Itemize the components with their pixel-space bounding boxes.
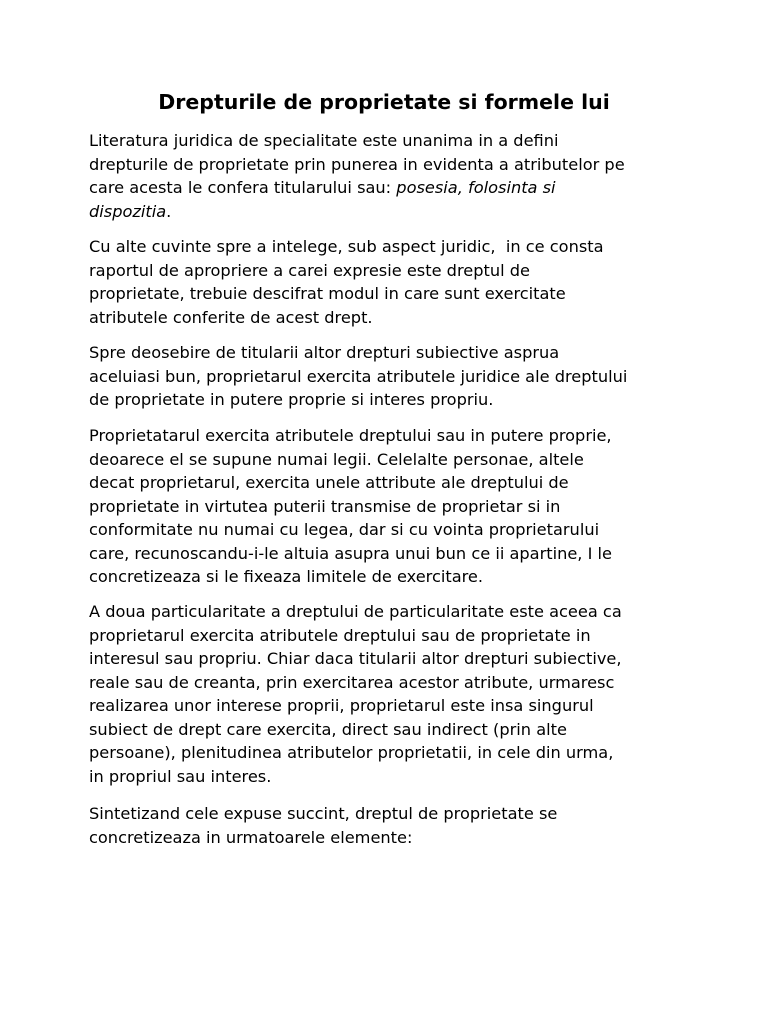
paragraph-4 <box>89 424 709 589</box>
paragraph-line: raportul de apropriere a carei expresie este dreptul de <box>89 260 530 280</box>
paragraph-6 <box>89 802 709 849</box>
paragraph-line: Literatura juridica de specialitate este unanima in a defini <box>89 131 559 150</box>
paragraph-line: proprietate in virtutea puterii transmise de proprietar si in <box>89 496 561 516</box>
paragraph-3 <box>89 341 709 412</box>
paragraph-line: Spre deosebire de titularii altor drepturi subiective asprua <box>89 343 560 362</box>
paragraph-line: reale sau de creanta, prin exercitarea acestor atribute, urmaresc <box>89 672 615 692</box>
paragraph-line: realizarea unor interese proprii, proprietarul este insa singurul <box>89 696 594 715</box>
paragraph-line: subiect de drept care exercita, direct sau indirect (prin alte <box>89 719 567 739</box>
paragraph-line: interesul sau propriu. Chiar daca titularii altor drepturi subiective, <box>89 649 622 668</box>
paragraph-line: Proprietatarul exercita atributele dreptului sau in putere proprie, <box>89 426 612 445</box>
paragraph-text: care acesta le confera titularului sau: <box>89 178 397 197</box>
paragraph-line: decat proprietarul, exercita unele attribute ale dreptului de <box>89 473 569 492</box>
paragraph-line <box>89 200 709 224</box>
paragraph-2 <box>89 235 709 329</box>
paragraph-line: Sintetizand cele expuse succint, dreptul de proprietate se <box>89 804 558 823</box>
paragraph-line: atributele conferite de acest drept. <box>89 307 373 327</box>
italic-term: posesia, folosinta si <box>396 178 556 197</box>
italic-term: dispozitia <box>89 201 167 221</box>
paragraph-line: proprietate, trebuie descifrat modul in care sunt exercitate <box>89 284 566 303</box>
paragraph-line: Cu alte cuvinte spre a intelege, sub aspect juridic, in ce consta <box>89 237 604 256</box>
paragraph-line: concretizeaza in urmatoarele elemente: <box>89 827 413 847</box>
paragraph-line: de proprietate in putere proprie si interes propriu. <box>89 390 494 409</box>
paragraph-line: drepturile de proprietate prin punerea in evidenta a atributelor pe <box>89 154 625 174</box>
paragraph-line: in propriul sau interes. <box>89 766 272 786</box>
paragraph-line <box>89 176 709 200</box>
paragraph-line: deoarece el se supune numai legii. Celelalte personae, altele <box>89 449 584 469</box>
document-title: Drepturile de proprietate si formele lui <box>158 90 610 114</box>
paragraph-line: concretizeaza si le fixeaza limitele de exercitare. <box>89 567 484 586</box>
paragraph-line: proprietarul exercita atributele dreptului sau de proprietate in <box>89 625 591 645</box>
paragraph-line: care, recunoscandu-i-le altuia asupra unui bun ce ii apartine, I le <box>89 543 612 563</box>
paragraph-text: . <box>166 201 172 221</box>
paragraph-1 <box>89 129 709 223</box>
paragraph-line: conformitate nu numai cu legea, dar si cu vointa proprietarului <box>89 520 600 539</box>
paragraph-line: persoane), plenitudinea atributelor proprietatii, in cele din urma, <box>89 743 614 762</box>
paragraph-line: aceluiasi bun, proprietarul exercita atributele juridice ale dreptului <box>89 366 628 386</box>
paragraph-line: A doua particularitate a dreptului de particularitate este aceea ca <box>89 602 622 621</box>
paragraph-5 <box>89 600 709 788</box>
